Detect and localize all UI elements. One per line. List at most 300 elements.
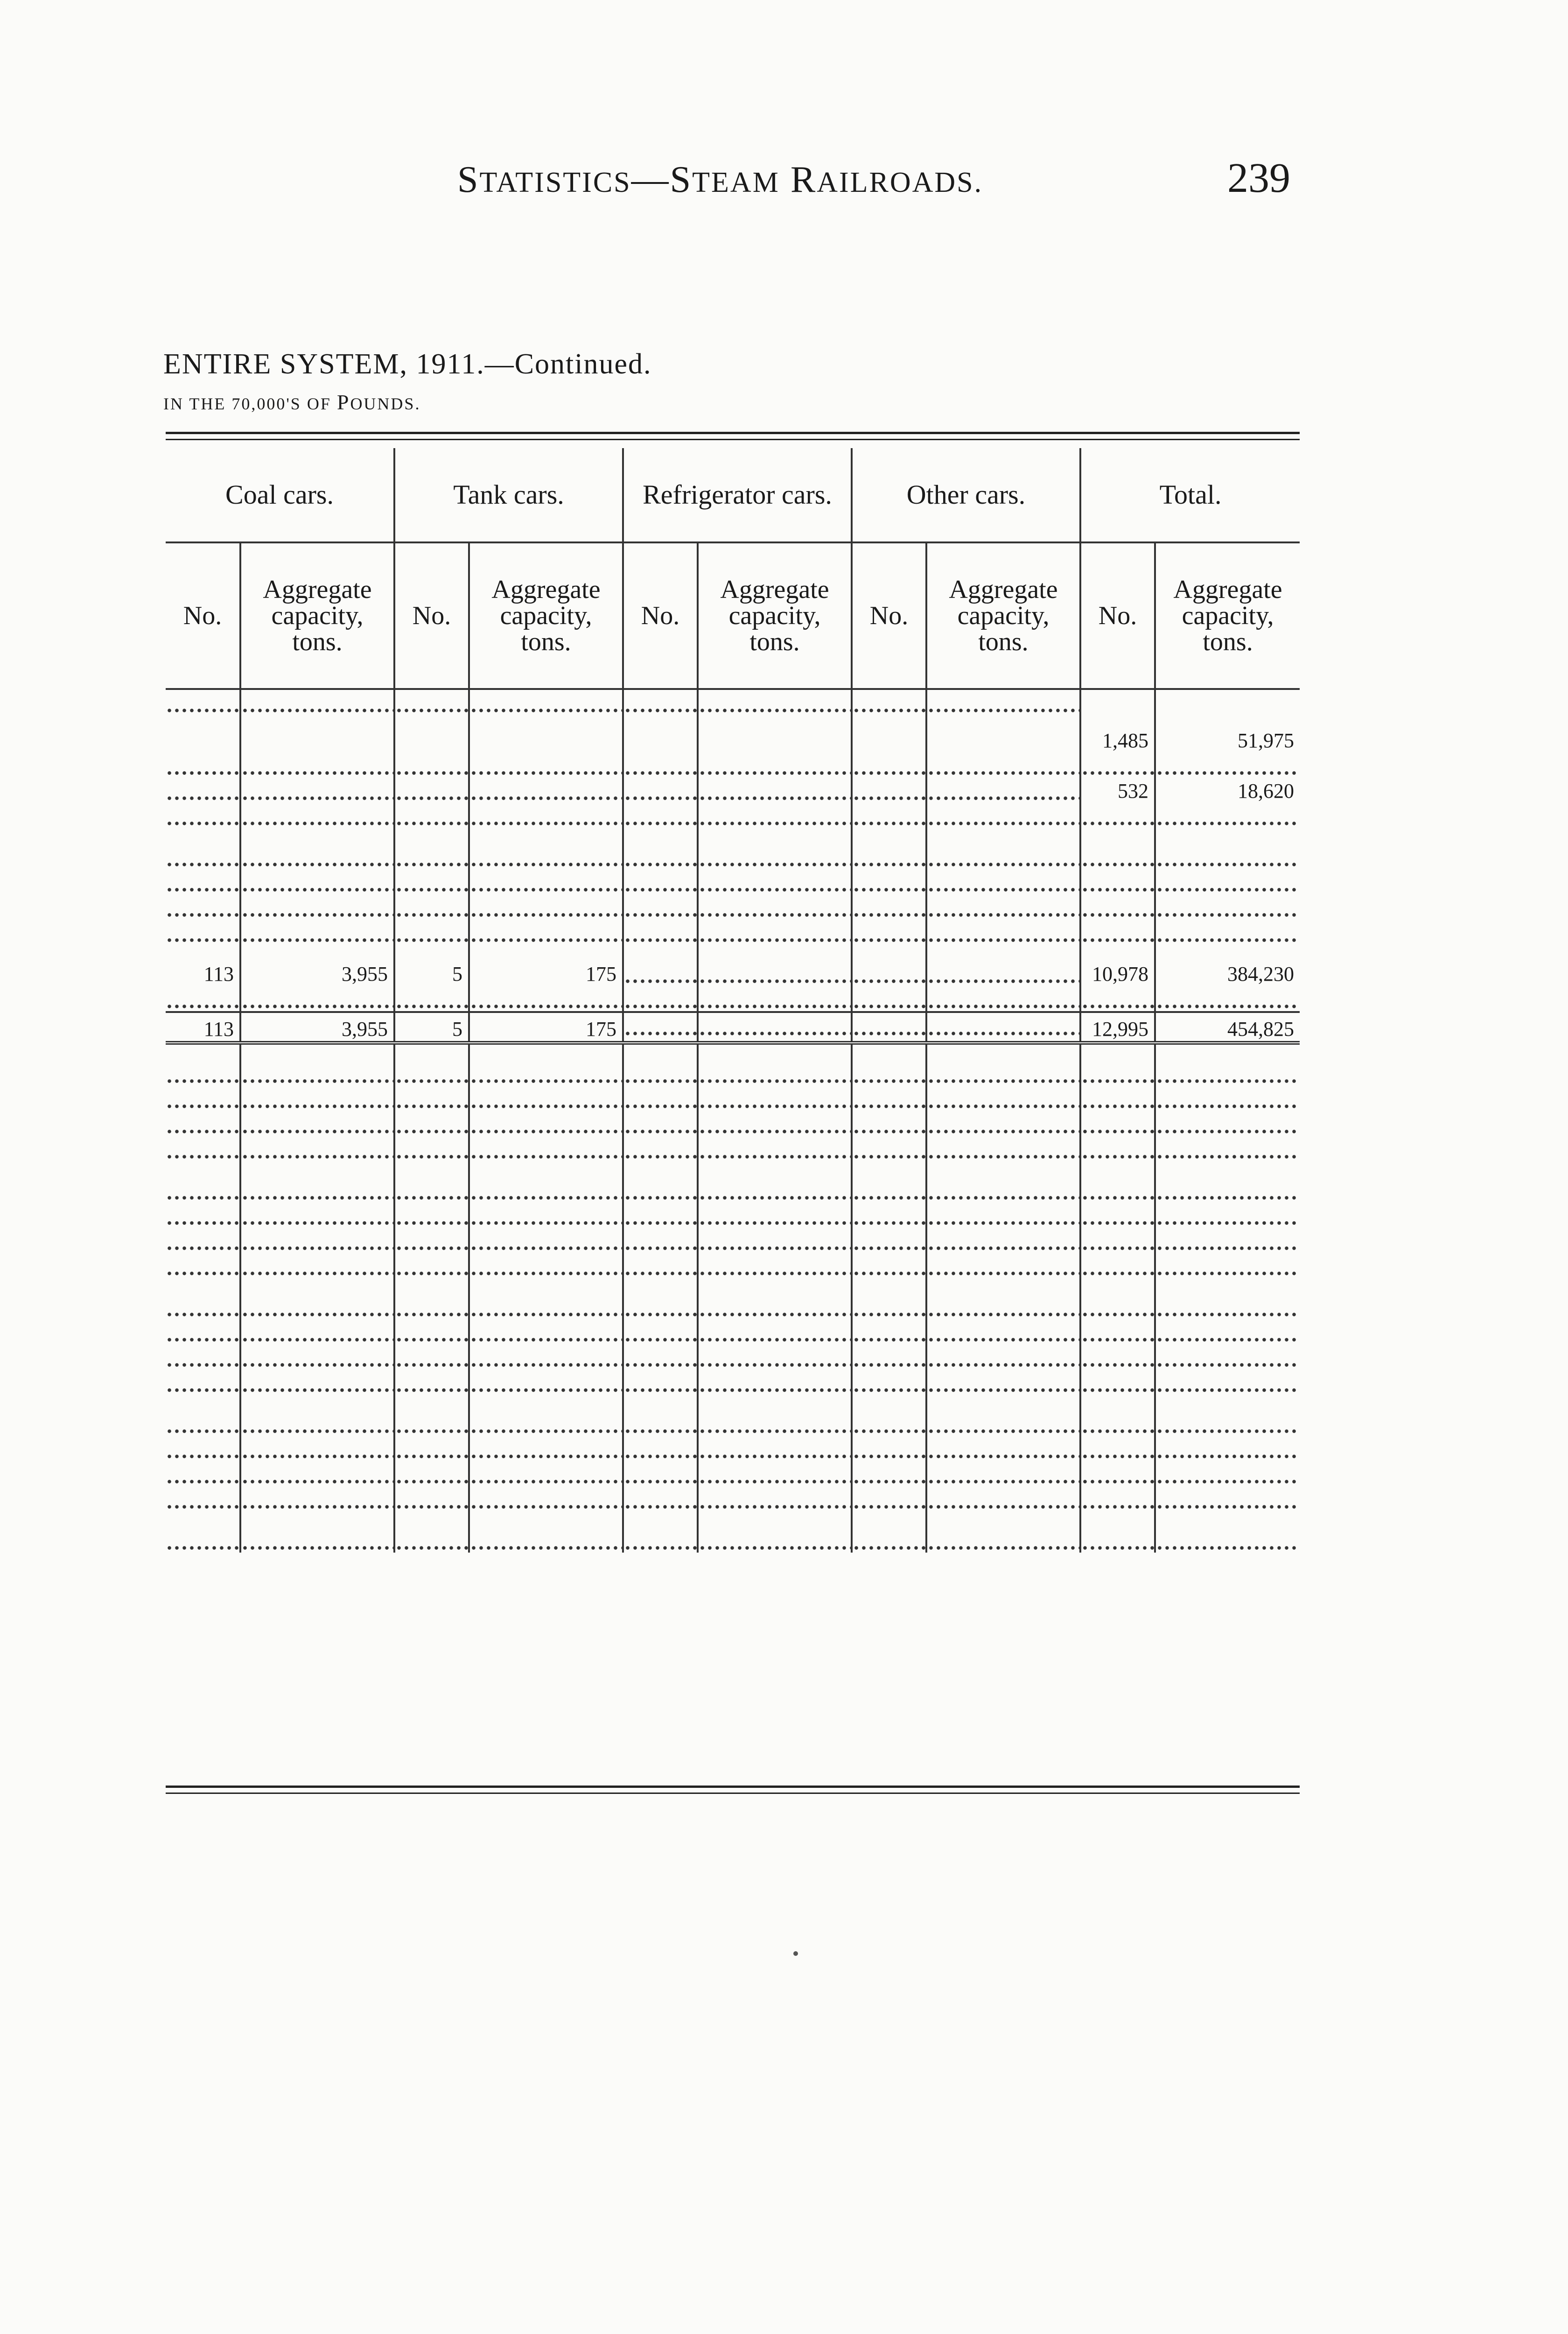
spacer-row bbox=[166, 1161, 1300, 1177]
bottom-double-rule-inner bbox=[166, 1793, 1300, 1794]
leader-dots-cell bbox=[1080, 1436, 1155, 1461]
leader-dots-cell bbox=[240, 1177, 394, 1202]
leader-dots-cell bbox=[623, 1012, 698, 1043]
leader-dots-cell bbox=[166, 1411, 240, 1436]
value-cell: 175 bbox=[469, 1012, 623, 1043]
spacer-cell bbox=[852, 945, 926, 961]
leader-dots-cell bbox=[469, 1061, 623, 1086]
spacer-cell bbox=[852, 828, 926, 844]
spacer-row bbox=[166, 945, 1300, 961]
leader-dots-cell bbox=[1155, 1136, 1300, 1161]
leader-dots-cell bbox=[469, 1136, 623, 1161]
leader-dots-cell bbox=[240, 986, 394, 1012]
spacer-cell bbox=[926, 1043, 1080, 1061]
table-row bbox=[166, 1486, 1300, 1511]
leader-dots-cell bbox=[469, 752, 623, 778]
spacer-cell bbox=[1155, 945, 1300, 961]
leader-dots-cell bbox=[166, 844, 240, 869]
spacer-cell bbox=[394, 1278, 469, 1294]
leader-dots-cell bbox=[1080, 1411, 1155, 1436]
running-head-initial: S bbox=[457, 159, 480, 200]
leader-dots-cell bbox=[469, 986, 623, 1012]
leader-dots-cell bbox=[926, 1177, 1080, 1202]
leader-dots-cell bbox=[623, 1061, 698, 1086]
spacer-cell bbox=[698, 945, 852, 961]
leader-dots-cell bbox=[469, 1411, 623, 1436]
column-header-no: No. bbox=[623, 542, 698, 689]
leader-dots-cell bbox=[623, 1527, 698, 1553]
table-row bbox=[166, 1461, 1300, 1486]
leader-dots-cell bbox=[623, 778, 698, 803]
table-row bbox=[166, 1344, 1300, 1370]
leader-dots-cell bbox=[394, 689, 469, 752]
spacer-cell bbox=[926, 1161, 1080, 1177]
spacer-cell bbox=[394, 945, 469, 961]
table-row bbox=[166, 1202, 1300, 1228]
spacer-cell bbox=[166, 828, 240, 844]
leader-dots-cell bbox=[852, 1111, 926, 1136]
value-cell: 3,955 bbox=[240, 961, 394, 986]
leader-dots-cell bbox=[469, 1436, 623, 1461]
leader-dots-cell bbox=[623, 961, 698, 986]
table-row bbox=[166, 1177, 1300, 1202]
leader-dots-cell bbox=[698, 1411, 852, 1436]
leader-dots-cell bbox=[394, 1253, 469, 1278]
leader-dots-cell bbox=[926, 1228, 1080, 1253]
spacer-cell bbox=[1155, 1278, 1300, 1294]
leader-dots-cell bbox=[623, 844, 698, 869]
leader-dots-cell bbox=[166, 1228, 240, 1253]
leader-dots-cell bbox=[166, 1061, 240, 1086]
leader-dots-cell bbox=[469, 1319, 623, 1344]
leader-dots-cell bbox=[469, 1253, 623, 1278]
leader-dots-cell bbox=[394, 869, 469, 894]
leader-dots-cell bbox=[852, 1228, 926, 1253]
group-header-row bbox=[166, 448, 1300, 542]
column-group-header: Coal cars. bbox=[166, 448, 394, 542]
leader-dots-cell bbox=[698, 1436, 852, 1461]
leader-dots-cell bbox=[852, 1411, 926, 1436]
table-row bbox=[166, 1411, 1300, 1436]
leader-dots-cell bbox=[469, 778, 623, 803]
leader-dots-cell bbox=[852, 1061, 926, 1086]
spacer-cell bbox=[623, 1511, 698, 1527]
leader-dots-cell bbox=[166, 1086, 240, 1111]
leader-dots-cell bbox=[852, 869, 926, 894]
leader-dots-cell bbox=[1155, 920, 1300, 945]
leader-dots-cell bbox=[166, 1319, 240, 1344]
leader-dots-cell bbox=[166, 1486, 240, 1511]
spacer-cell bbox=[469, 1395, 623, 1411]
table-row bbox=[166, 1319, 1300, 1344]
leader-dots-cell bbox=[166, 803, 240, 828]
leader-dots-cell bbox=[394, 803, 469, 828]
table-caption: ENTIRE SYSTEM, 1911.—Continued. bbox=[163, 348, 652, 380]
leader-dots-cell bbox=[623, 1228, 698, 1253]
leader-dots-cell bbox=[1080, 1136, 1155, 1161]
leader-dots-cell bbox=[852, 1136, 926, 1161]
table-row bbox=[166, 1527, 1300, 1553]
leader-dots-cell bbox=[166, 752, 240, 778]
column-header-capacity: Aggregate capacity, tons. bbox=[240, 542, 394, 689]
leader-dots-cell bbox=[852, 1527, 926, 1553]
leader-dots-cell bbox=[240, 752, 394, 778]
leader-dots-cell bbox=[166, 778, 240, 803]
value-cell: 1,485 bbox=[1080, 689, 1155, 752]
spacer-cell bbox=[852, 1161, 926, 1177]
leader-dots-cell bbox=[926, 869, 1080, 894]
leader-dots-cell bbox=[852, 1486, 926, 1511]
spacer-row bbox=[166, 1511, 1300, 1527]
leader-dots-cell bbox=[1155, 1061, 1300, 1086]
leader-dots-cell bbox=[852, 1177, 926, 1202]
leader-dots-cell bbox=[623, 1370, 698, 1395]
leader-dots-cell bbox=[698, 1177, 852, 1202]
spacer-cell bbox=[926, 945, 1080, 961]
leader-dots-cell bbox=[394, 1486, 469, 1511]
spacer-cell bbox=[698, 828, 852, 844]
table-row bbox=[166, 844, 1300, 869]
leader-dots-cell bbox=[240, 1319, 394, 1344]
leader-dots-cell bbox=[623, 1319, 698, 1344]
leader-dots-cell bbox=[852, 986, 926, 1012]
leader-dots-cell bbox=[469, 1527, 623, 1553]
leader-dots-cell bbox=[394, 920, 469, 945]
leader-dots-cell bbox=[1155, 986, 1300, 1012]
leader-dots-cell bbox=[926, 1461, 1080, 1486]
running-head-smallcaps: AILROADS. bbox=[817, 167, 983, 198]
spacer-cell bbox=[469, 1043, 623, 1061]
leader-dots-cell bbox=[698, 1344, 852, 1370]
leader-dots-cell bbox=[1155, 869, 1300, 894]
spacer-row bbox=[166, 1278, 1300, 1294]
spacer-row bbox=[166, 1395, 1300, 1411]
leader-dots-cell bbox=[240, 1202, 394, 1228]
leader-dots-cell bbox=[394, 1202, 469, 1228]
spacer-cell bbox=[926, 1511, 1080, 1527]
spacer-cell bbox=[469, 945, 623, 961]
leader-dots-cell bbox=[698, 1136, 852, 1161]
spacer-cell bbox=[240, 1278, 394, 1294]
leader-dots-cell bbox=[698, 778, 852, 803]
table-row bbox=[166, 778, 1300, 803]
spacer-cell bbox=[240, 1043, 394, 1061]
table-row bbox=[166, 803, 1300, 828]
leader-dots-cell bbox=[1080, 869, 1155, 894]
table-body bbox=[166, 689, 1300, 1553]
spacer-cell bbox=[1080, 945, 1155, 961]
leader-dots-cell bbox=[394, 1344, 469, 1370]
running-head-initial: —S bbox=[631, 159, 693, 200]
spacer-cell bbox=[469, 1161, 623, 1177]
leader-dots-cell bbox=[1080, 1177, 1155, 1202]
spacer-cell bbox=[698, 1395, 852, 1411]
leader-dots-cell bbox=[166, 1370, 240, 1395]
leader-dots-cell bbox=[852, 1436, 926, 1461]
leader-dots-cell bbox=[698, 1486, 852, 1511]
leader-dots-cell bbox=[166, 1461, 240, 1486]
table-row bbox=[166, 1136, 1300, 1161]
spacer-cell bbox=[926, 828, 1080, 844]
spacer-cell bbox=[852, 1395, 926, 1411]
leader-dots-cell bbox=[852, 894, 926, 920]
leader-dots-cell bbox=[698, 844, 852, 869]
leader-dots-cell bbox=[1080, 1486, 1155, 1511]
leader-dots-cell bbox=[240, 1253, 394, 1278]
leader-dots-cell bbox=[852, 1253, 926, 1278]
leader-dots-cell bbox=[469, 1486, 623, 1511]
leader-dots-cell bbox=[926, 778, 1080, 803]
leader-dots-cell bbox=[926, 1136, 1080, 1161]
subcaption-part: IN THE 70,000'S OF bbox=[163, 394, 337, 413]
leader-dots-cell bbox=[1155, 1202, 1300, 1228]
leader-dots-cell bbox=[469, 920, 623, 945]
spacer-cell bbox=[852, 1043, 926, 1061]
leader-dots-cell bbox=[394, 1177, 469, 1202]
column-group-header: Other cars. bbox=[852, 448, 1080, 542]
table-row bbox=[166, 1253, 1300, 1278]
leader-dots-cell bbox=[394, 1436, 469, 1461]
leader-dots-cell bbox=[469, 1370, 623, 1395]
spacer-cell bbox=[623, 945, 698, 961]
leader-dots-cell bbox=[623, 689, 698, 752]
leader-dots-cell bbox=[469, 1294, 623, 1319]
leader-dots-cell bbox=[852, 920, 926, 945]
leader-dots-cell bbox=[852, 1344, 926, 1370]
leader-dots-cell bbox=[852, 1294, 926, 1319]
leader-dots-cell bbox=[623, 1086, 698, 1111]
leader-dots-cell bbox=[240, 844, 394, 869]
column-header-capacity: Aggregate capacity, tons. bbox=[698, 542, 852, 689]
leader-dots-cell bbox=[852, 961, 926, 986]
leader-dots-cell bbox=[394, 986, 469, 1012]
leader-dots-cell bbox=[623, 1136, 698, 1161]
leader-dots-cell bbox=[469, 1086, 623, 1111]
leader-dots-cell bbox=[240, 1411, 394, 1436]
leader-dots-cell bbox=[623, 920, 698, 945]
spacer-cell bbox=[1155, 1395, 1300, 1411]
leader-dots-cell bbox=[852, 1012, 926, 1043]
leader-dots-cell bbox=[852, 844, 926, 869]
spacer-cell bbox=[394, 1043, 469, 1061]
spacer-cell bbox=[166, 1278, 240, 1294]
leader-dots-cell bbox=[623, 894, 698, 920]
leader-dots-cell bbox=[469, 869, 623, 894]
table-row bbox=[166, 1228, 1300, 1253]
value-cell: 12,995 bbox=[1080, 1012, 1155, 1043]
leader-dots-cell bbox=[623, 1344, 698, 1370]
leader-dots-cell bbox=[926, 689, 1080, 752]
leader-dots-cell bbox=[469, 1202, 623, 1228]
spacer-cell bbox=[1080, 1161, 1155, 1177]
leader-dots-cell bbox=[240, 803, 394, 828]
leader-dots-cell bbox=[852, 803, 926, 828]
running-head bbox=[457, 159, 983, 201]
leader-dots-cell bbox=[698, 1370, 852, 1395]
statistics-table bbox=[166, 448, 1300, 1553]
leader-dots-cell bbox=[623, 1461, 698, 1486]
value-cell: 384,230 bbox=[1155, 961, 1300, 986]
spacer-cell bbox=[926, 1278, 1080, 1294]
table-row bbox=[166, 920, 1300, 945]
leader-dots-cell bbox=[166, 986, 240, 1012]
column-header-capacity: Aggregate capacity, tons. bbox=[1155, 542, 1300, 689]
leader-dots-cell bbox=[698, 1086, 852, 1111]
leader-dots-cell bbox=[926, 1319, 1080, 1344]
leader-dots-cell bbox=[469, 1461, 623, 1486]
leader-dots-cell bbox=[698, 1319, 852, 1344]
leader-dots-cell bbox=[166, 1202, 240, 1228]
leader-dots-cell bbox=[469, 1111, 623, 1136]
leader-dots-cell bbox=[926, 1370, 1080, 1395]
leader-dots-cell bbox=[926, 752, 1080, 778]
spacer-cell bbox=[623, 828, 698, 844]
leader-dots-cell bbox=[698, 1111, 852, 1136]
leader-dots-cell bbox=[698, 1294, 852, 1319]
leader-dots-cell bbox=[1080, 844, 1155, 869]
spacer-row bbox=[166, 828, 1300, 844]
leader-dots-cell bbox=[166, 1294, 240, 1319]
leader-dots-cell bbox=[926, 961, 1080, 986]
leader-dots-cell bbox=[623, 1436, 698, 1461]
value-cell: 3,955 bbox=[240, 1012, 394, 1043]
column-header-no: No. bbox=[394, 542, 469, 689]
spacer-cell bbox=[166, 1395, 240, 1411]
value-cell: 5 bbox=[394, 961, 469, 986]
speck-mark bbox=[793, 1951, 798, 1956]
leader-dots-cell bbox=[1155, 1436, 1300, 1461]
column-header-no: No. bbox=[166, 542, 240, 689]
leader-dots-cell bbox=[166, 1111, 240, 1136]
spacer-cell bbox=[852, 1511, 926, 1527]
leader-dots-cell bbox=[469, 1177, 623, 1202]
leader-dots-cell bbox=[926, 1253, 1080, 1278]
table-row bbox=[166, 752, 1300, 778]
spacer-cell bbox=[240, 1161, 394, 1177]
spacer-cell bbox=[1155, 828, 1300, 844]
leader-dots-cell bbox=[1080, 1228, 1155, 1253]
leader-dots-cell bbox=[240, 778, 394, 803]
leader-dots-cell bbox=[394, 844, 469, 869]
leader-dots-cell bbox=[1155, 752, 1300, 778]
spacer-cell bbox=[1080, 1043, 1155, 1061]
leader-dots-cell bbox=[240, 894, 394, 920]
leader-dots-cell bbox=[1155, 1319, 1300, 1344]
spacer-cell bbox=[166, 1511, 240, 1527]
leader-dots-cell bbox=[166, 1136, 240, 1161]
leader-dots-cell bbox=[240, 1436, 394, 1461]
leader-dots-cell bbox=[1155, 894, 1300, 920]
spacer-cell bbox=[240, 828, 394, 844]
spacer-cell bbox=[1155, 1043, 1300, 1061]
value-cell: 532 bbox=[1080, 778, 1155, 803]
spacer-cell bbox=[623, 1043, 698, 1061]
leader-dots-cell bbox=[469, 689, 623, 752]
table-row bbox=[166, 1294, 1300, 1319]
subcaption-part: OUNDS. bbox=[350, 394, 421, 413]
statistics-table-container bbox=[166, 448, 1300, 1553]
leader-dots-cell bbox=[852, 778, 926, 803]
leader-dots-cell bbox=[1080, 1370, 1155, 1395]
leader-dots-cell bbox=[698, 689, 852, 752]
leader-dots-cell bbox=[623, 1253, 698, 1278]
page-number: 239 bbox=[1227, 155, 1290, 201]
value-cell: 5 bbox=[394, 1012, 469, 1043]
spacer-cell bbox=[166, 1043, 240, 1061]
leader-dots-cell bbox=[698, 752, 852, 778]
leader-dots-cell bbox=[926, 1486, 1080, 1511]
leader-dots-cell bbox=[698, 1461, 852, 1486]
leader-dots-cell bbox=[166, 920, 240, 945]
leader-dots-cell bbox=[394, 752, 469, 778]
table-row bbox=[166, 1086, 1300, 1111]
spacer-cell bbox=[1080, 1511, 1155, 1527]
leader-dots-cell bbox=[1080, 1202, 1155, 1228]
leader-dots-cell bbox=[926, 1111, 1080, 1136]
leader-dots-cell bbox=[394, 1061, 469, 1086]
leader-dots-cell bbox=[926, 1012, 1080, 1043]
column-group-header: Tank cars. bbox=[394, 448, 623, 542]
leader-dots-cell bbox=[240, 1228, 394, 1253]
leader-dots-cell bbox=[698, 869, 852, 894]
leader-dots-cell bbox=[623, 1294, 698, 1319]
leader-dots-cell bbox=[623, 1111, 698, 1136]
leader-dots-cell bbox=[698, 961, 852, 986]
leader-dots-cell bbox=[1080, 803, 1155, 828]
leader-dots-cell bbox=[469, 894, 623, 920]
leader-dots-cell bbox=[1080, 1344, 1155, 1370]
leader-dots-cell bbox=[1080, 752, 1155, 778]
spacer-cell bbox=[1155, 1511, 1300, 1527]
leader-dots-cell bbox=[698, 1253, 852, 1278]
spacer-cell bbox=[394, 828, 469, 844]
leader-dots-cell bbox=[394, 1411, 469, 1436]
spacer-cell bbox=[469, 1511, 623, 1527]
leader-dots-cell bbox=[1155, 1461, 1300, 1486]
leader-dots-cell bbox=[1080, 894, 1155, 920]
leader-dots-cell bbox=[926, 1411, 1080, 1436]
leader-dots-cell bbox=[623, 1411, 698, 1436]
leader-dots-cell bbox=[240, 1061, 394, 1086]
spacer-cell bbox=[926, 1395, 1080, 1411]
leader-dots-cell bbox=[1155, 1294, 1300, 1319]
leader-dots-cell bbox=[240, 869, 394, 894]
spacer-cell bbox=[394, 1161, 469, 1177]
spacer-cell bbox=[852, 1278, 926, 1294]
leader-dots-cell bbox=[394, 1228, 469, 1253]
leader-dots-cell bbox=[394, 1136, 469, 1161]
leader-dots-cell bbox=[166, 1253, 240, 1278]
sub-header-row bbox=[166, 542, 1300, 689]
spacer-cell bbox=[1080, 1278, 1155, 1294]
top-double-rule-inner bbox=[166, 439, 1300, 440]
leader-dots-cell bbox=[394, 1527, 469, 1553]
value-cell: 454,825 bbox=[1155, 1012, 1300, 1043]
leader-dots-cell bbox=[623, 986, 698, 1012]
leader-dots-cell bbox=[926, 1294, 1080, 1319]
leader-dots-cell bbox=[1155, 1228, 1300, 1253]
column-group-header: Total. bbox=[1080, 448, 1300, 542]
leader-dots-cell bbox=[469, 844, 623, 869]
leader-dots-cell bbox=[1080, 1527, 1155, 1553]
leader-dots-cell bbox=[394, 1461, 469, 1486]
leader-dots-cell bbox=[926, 1436, 1080, 1461]
column-group-header: Refrigerator cars. bbox=[623, 448, 852, 542]
table-row bbox=[166, 869, 1300, 894]
value-cell: 113 bbox=[166, 1012, 240, 1043]
leader-dots-cell bbox=[394, 1111, 469, 1136]
leader-dots-cell bbox=[240, 1086, 394, 1111]
